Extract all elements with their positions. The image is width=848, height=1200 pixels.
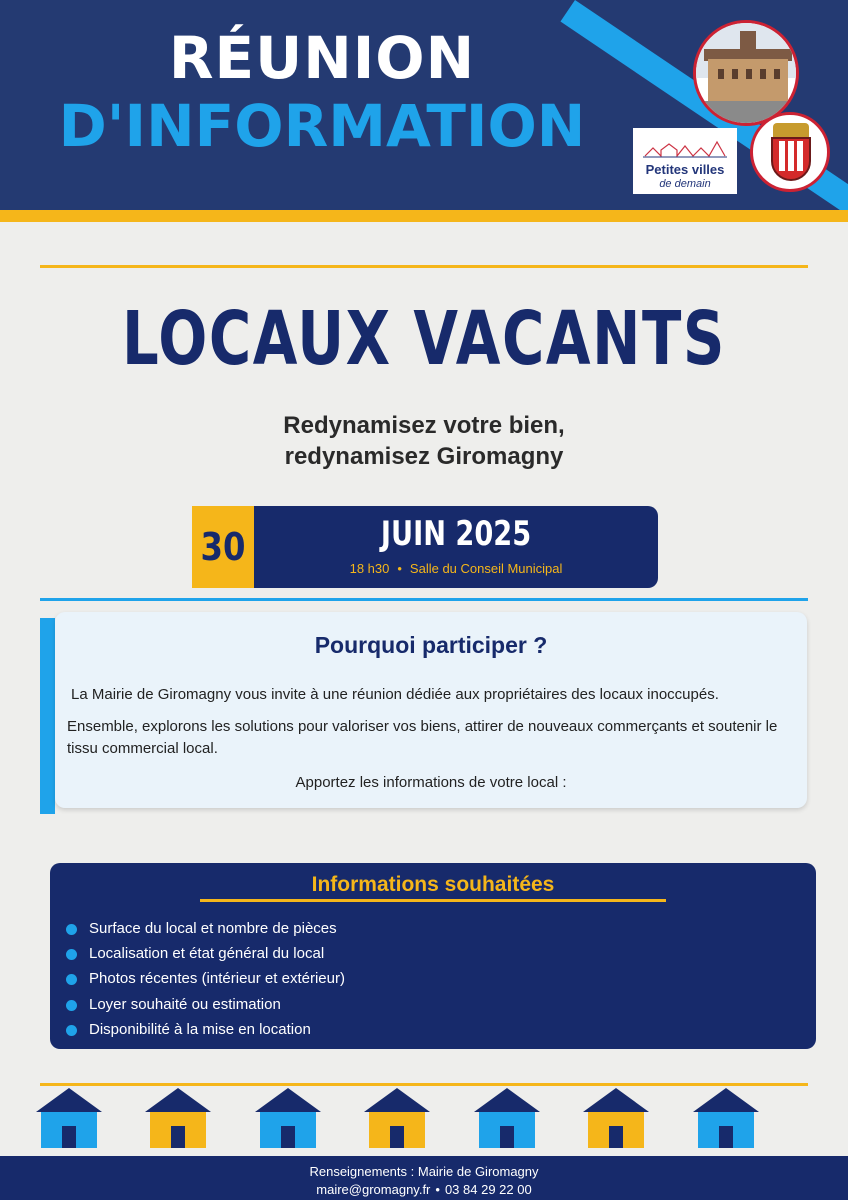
date-day-box	[192, 506, 254, 588]
bullet-icon	[66, 1025, 77, 1036]
list-item-text: Disponibilité à la mise en location	[89, 1020, 311, 1038]
divider-top	[40, 265, 808, 268]
house-icon	[693, 1088, 759, 1150]
house-icon	[364, 1088, 430, 1150]
list-item-text: Localisation et état général du local	[89, 945, 325, 963]
date-month-year: JUIN 2025	[380, 514, 532, 554]
why-card	[55, 612, 807, 808]
date-details	[254, 561, 658, 576]
footer-details	[0, 1182, 848, 1197]
bullet-icon	[66, 949, 77, 960]
house-icon	[255, 1088, 321, 1150]
divider-bottom	[40, 1083, 808, 1086]
bullet-icon	[66, 974, 77, 985]
house-icon	[145, 1088, 211, 1150]
event-time: 18 h30	[349, 561, 390, 576]
bullet-icon	[66, 924, 77, 935]
subtitle	[0, 410, 848, 472]
bullet-separator: •	[397, 561, 402, 576]
info-list	[66, 919, 766, 1045]
list-item	[66, 1020, 766, 1045]
list-item-text: Loyer souhaité ou estimation	[89, 995, 281, 1013]
town-skyline-icon	[643, 136, 727, 158]
petites-villes-tagline: de demain	[659, 178, 711, 190]
list-item-text: Surface du local et nombre de pièces	[89, 920, 337, 937]
bullet-separator: •	[435, 1182, 440, 1197]
info-card	[50, 863, 816, 1049]
footer-email[interactable]: maire@gromagny.fr	[316, 1182, 431, 1197]
why-paragraph-1: La Mairie de Giromagny vous invite à une réunion dédiée aux propriétaires des locaux inoccupés.	[71, 686, 719, 703]
subtitle-line1: Redynamisez votre bien,	[283, 412, 565, 439]
town-hall-photo	[693, 20, 799, 126]
list-item-text: Photos récentes (intérieur et extérieur)	[89, 970, 345, 988]
title-reunion: RÉUNION	[168, 24, 476, 92]
petites-villes-name: Petites villes	[645, 162, 725, 177]
footer-phone[interactable]: 03 84 29 22 00	[444, 1182, 532, 1197]
date-day: 30	[200, 525, 246, 569]
list-item	[66, 995, 766, 1020]
footer	[0, 1156, 848, 1200]
header-yellow-band	[0, 210, 848, 222]
why-accent-bar	[40, 618, 55, 814]
city-crest-icon	[750, 112, 830, 192]
why-paragraph-2: Ensemble, explorons les solutions pour valoriser vos biens, attirer de nouveaux commerçants et soutenir le tissu commercial local.	[67, 718, 778, 757]
house-icon	[583, 1088, 649, 1150]
title-information: D'INFORMATION	[58, 92, 586, 160]
list-item	[66, 969, 766, 994]
event-place: Salle du Conseil Municipal	[409, 561, 563, 576]
why-title: Pourquoi participer ?	[314, 632, 548, 658]
list-item	[66, 919, 766, 944]
info-title: Informations souhaitées	[311, 873, 555, 896]
list-item	[66, 944, 766, 969]
info-title-underline	[200, 899, 666, 902]
petites-villes-logo	[633, 128, 737, 194]
footer-contact: Renseignements : Mairie de Giromagny	[309, 1164, 539, 1179]
main-title: LOCAUX VACANTS	[121, 296, 727, 382]
house-icon	[36, 1088, 102, 1150]
divider-blue	[40, 598, 808, 601]
house-icon	[474, 1088, 540, 1150]
subtitle-line2: redynamisez Giromagny	[284, 443, 564, 470]
why-paragraph-3: Apportez les informations de votre local :	[295, 774, 567, 791]
bullet-icon	[66, 1000, 77, 1011]
houses-row	[0, 1088, 848, 1150]
